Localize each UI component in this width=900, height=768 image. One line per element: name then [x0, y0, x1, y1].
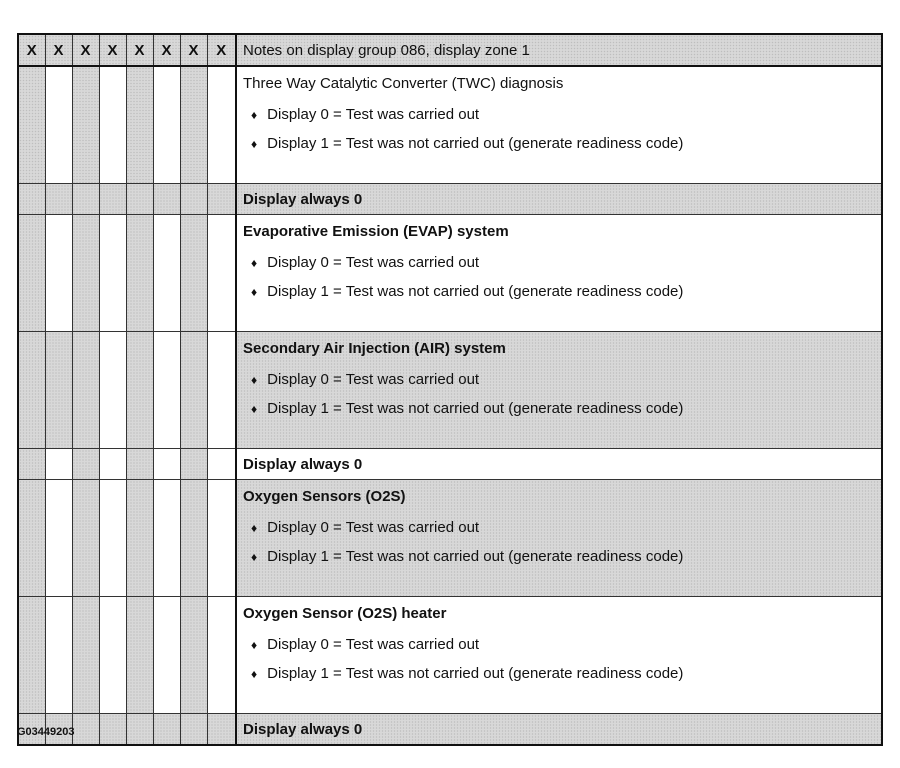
table-row	[18, 332, 882, 449]
figure-id-caption: G03449203	[17, 726, 75, 738]
table-row	[18, 66, 882, 184]
bullet-icon: ♦	[251, 402, 258, 416]
bullet-icon: ♦	[251, 521, 258, 535]
table-row	[18, 714, 882, 746]
table-row	[18, 597, 882, 714]
note-cell	[236, 66, 882, 184]
list-item: ♦ Display 1 = Test was not carried out (generate readiness code)	[251, 283, 684, 300]
table-row	[18, 215, 882, 332]
list-item: ♦ Display 1 = Test was not carried out (generate readiness code)	[251, 135, 684, 152]
bit-1-header: X	[18, 34, 45, 66]
row-title: Evaporative Emission (EVAP) system	[243, 223, 509, 240]
table-row	[18, 449, 882, 480]
bit-5-header: X	[126, 34, 153, 66]
bullet-icon: ♦	[251, 550, 258, 564]
list-item: ♦ Display 0 = Test was carried out	[251, 371, 480, 388]
bullet-icon: ♦	[251, 285, 258, 299]
header-title: Notes on display group 086, display zone 1	[236, 34, 882, 66]
row-title: Display always 0	[236, 184, 882, 215]
list-item: ♦ Display 1 = Test was not carried out (generate readiness code)	[251, 400, 684, 417]
bullet-icon: ♦	[251, 373, 258, 387]
bit-4-header: X	[99, 34, 126, 66]
note-cell	[236, 597, 882, 714]
row-title: Secondary Air Injection (AIR) system	[243, 340, 506, 357]
bit-7-header: X	[180, 34, 207, 66]
bullet-icon: ♦	[251, 137, 258, 151]
bullet-icon: ♦	[251, 256, 258, 270]
list-item: ♦ Display 0 = Test was carried out	[251, 636, 480, 653]
bullet-icon: ♦	[251, 638, 258, 652]
row-title: Three Way Catalytic Converter (TWC) diagnosis	[243, 75, 564, 92]
note-cell	[236, 480, 882, 597]
bullet-icon: ♦	[251, 108, 258, 122]
list-item: ♦ Display 0 = Test was carried out	[251, 519, 480, 536]
table-row	[18, 184, 882, 215]
bit-2-header: X	[45, 34, 72, 66]
row-title: Oxygen Sensors (O2S)	[243, 488, 406, 505]
readiness-code-table-figure	[17, 33, 883, 746]
list-item: ♦ Display 1 = Test was not carried out (generate readiness code)	[251, 548, 684, 565]
bit-8-header: X	[207, 34, 236, 66]
readiness-code-table	[17, 33, 883, 746]
list-item: ♦ Display 0 = Test was carried out	[251, 106, 480, 123]
note-cell	[236, 215, 882, 332]
row-title: Display always 0	[236, 714, 882, 746]
row-title: Display always 0	[236, 449, 882, 480]
list-item: ♦ Display 1 = Test was not carried out (generate readiness code)	[251, 665, 684, 682]
table-row	[18, 480, 882, 597]
table-header-row	[18, 34, 882, 66]
bit-3-header: X	[72, 34, 99, 66]
bullet-icon: ♦	[251, 667, 258, 681]
list-item: ♦ Display 0 = Test was carried out	[251, 254, 480, 271]
bit-6-header: X	[153, 34, 180, 66]
row-title: Oxygen Sensor (O2S) heater	[243, 605, 447, 622]
note-cell	[236, 332, 882, 449]
